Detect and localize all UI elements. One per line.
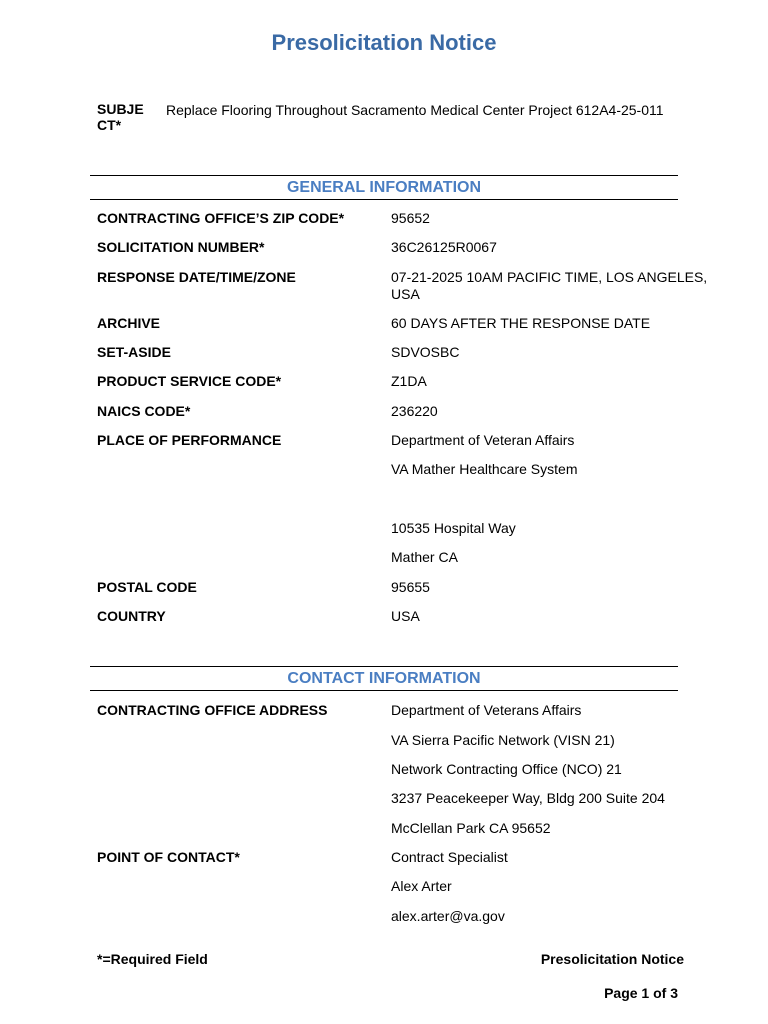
- product-service-code-label: PRODUCT SERVICE CODE*: [97, 373, 282, 389]
- country-label: COUNTRY: [97, 608, 166, 624]
- place-of-performance-label: PLACE OF PERFORMANCE: [97, 432, 282, 448]
- address-line: McClellan Park CA 95652: [391, 820, 551, 836]
- address-line: Department of Veterans Affairs: [391, 702, 582, 718]
- footer-document-name: Presolicitation Notice: [540, 951, 684, 967]
- place-line: Mather CA: [391, 549, 458, 565]
- place-line: VA Mather Healthcare System: [391, 461, 578, 477]
- address-line: 3237 Peacekeeper Way, Bldg 200 Suite 204: [391, 790, 665, 806]
- required-field-note: *=Required Field: [97, 951, 208, 967]
- general-information-heading: GENERAL INFORMATION: [90, 175, 678, 200]
- solicitation-number-value: 36C26125R0067: [391, 239, 497, 255]
- set-aside-label: SET-ASIDE: [97, 344, 171, 360]
- naics-code-label: NAICS CODE*: [97, 403, 191, 419]
- zip-code-label: CONTRACTING OFFICE’S ZIP CODE*: [97, 210, 345, 226]
- place-line: 10535 Hospital Way: [391, 520, 516, 536]
- archive-value: 60 DAYS AFTER THE RESPONSE DATE: [391, 315, 651, 331]
- contracting-office-address-label: CONTRACTING OFFICE ADDRESS: [97, 702, 328, 718]
- zip-code-value: 95652: [391, 210, 430, 226]
- response-date-value: 07-21-2025 10AM PACIFIC TIME, LOS ANGELES, USA: [391, 269, 708, 302]
- set-aside-value: SDVOSBC: [391, 344, 460, 360]
- subject-value: Replace Flooring Throughout Sacramento Medical Center Project 612A4-25-011: [166, 102, 664, 118]
- address-line: Network Contracting Office (NCO) 21: [391, 761, 622, 777]
- place-line: Department of Veteran Affairs: [391, 432, 575, 448]
- country-value: USA: [391, 608, 420, 624]
- page-number: Page 1 of 3: [604, 985, 678, 1001]
- address-line: VA Sierra Pacific Network (VISN 21): [391, 732, 615, 748]
- contact-line: Alex Arter: [391, 878, 452, 894]
- archive-label: ARCHIVE: [97, 315, 161, 331]
- contact-line: Contract Specialist: [391, 849, 508, 865]
- contact-information-heading: CONTACT INFORMATION: [90, 666, 678, 691]
- naics-code-value: 236220: [391, 403, 438, 419]
- point-of-contact-label: POINT OF CONTACT*: [97, 849, 240, 865]
- postal-code-value: 95655: [391, 579, 430, 595]
- contact-email: alex.arter@va.gov: [391, 908, 505, 924]
- product-service-code-value: Z1DA: [391, 373, 427, 389]
- subject-label: SUBJECT*: [97, 101, 144, 133]
- page-title: Presolicitation Notice: [271, 30, 497, 55]
- postal-code-label: POSTAL CODE: [97, 579, 197, 595]
- response-date-label: RESPONSE DATE/TIME/ZONE: [97, 269, 296, 285]
- solicitation-number-label: SOLICITATION NUMBER*: [97, 239, 265, 255]
